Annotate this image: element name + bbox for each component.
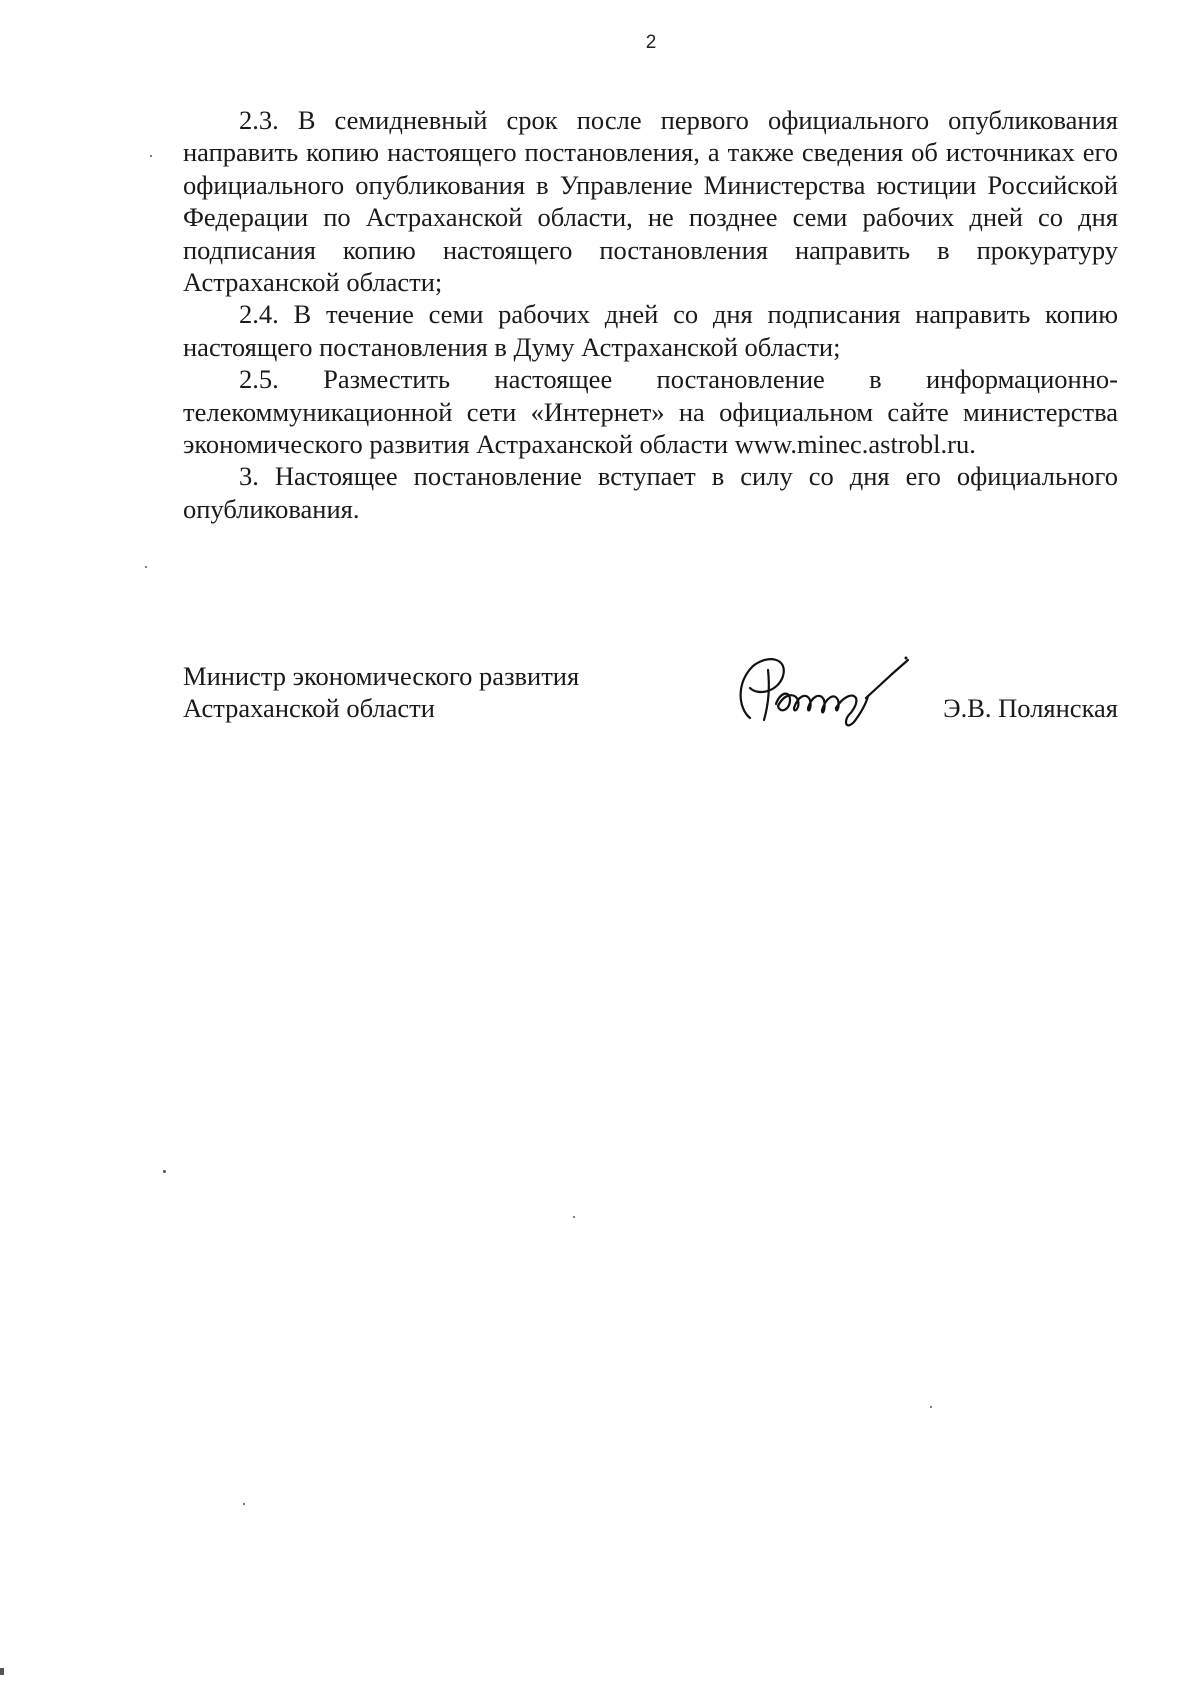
paragraph-3: 3. Настоящее постановление вступает в силу со дня его официального опубликования. bbox=[183, 461, 1118, 524]
scan-speck bbox=[0, 1668, 4, 1675]
paragraph-2-3: 2.3. В семидневный срок после первого официального опубликования направить копию настоящего постановления, а также сведения об источниках его официального опубликования в Управление Министерства юстиции Российской Федерации по Астраханской области, не позднее семи рабочих дней со дня подписания копию настоящего постановления направить в прокуратуру Астраханской области; bbox=[183, 105, 1118, 298]
scan-speck bbox=[930, 1406, 932, 1408]
signature-block bbox=[183, 660, 1118, 750]
signer-title-line-2: Астраханской области bbox=[183, 693, 435, 724]
scan-speck bbox=[145, 566, 147, 568]
scan-speck bbox=[150, 155, 152, 157]
page-number: 2 bbox=[645, 32, 657, 53]
paragraph-2-4: 2.4. В течение семи рабочих дней со дня подписания направить копию настоящего постановления в Думу Астраханской области; bbox=[183, 299, 1118, 362]
scan-speck bbox=[573, 1216, 575, 1218]
scan-speck bbox=[163, 1170, 166, 1173]
document-body bbox=[183, 104, 1118, 525]
paragraph-2-5: 2.5. Разместить настоящее постановление в информационно-телекоммуникационной сети «Интернет» на официальном сайте министерства экономического развития Астраханской области www.minec.astrobl.ru. bbox=[183, 364, 1118, 460]
signer-title bbox=[183, 660, 579, 725]
handwritten-signature-icon bbox=[728, 648, 918, 738]
signer-title-line-1: Министр экономического развития bbox=[183, 661, 580, 691]
signer-name: Э.В. Полянская bbox=[943, 693, 1118, 723]
scan-speck bbox=[243, 1503, 245, 1505]
